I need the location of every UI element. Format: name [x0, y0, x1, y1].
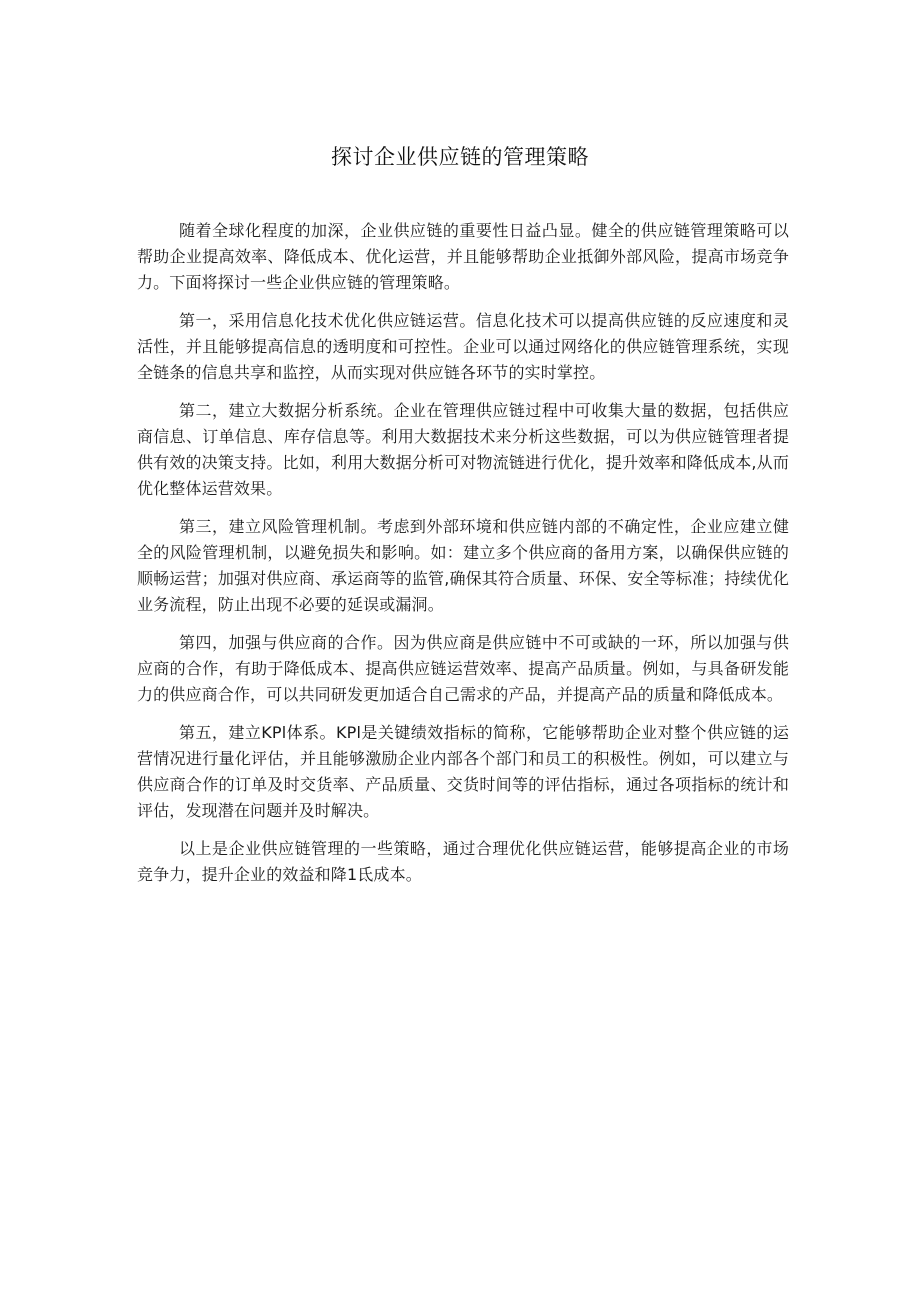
paragraph-intro: 随着全球化程度的加深，企业供应链的重要性日益凸显。健全的供应链管理策略可以帮助企业提高效率、降低成本、优化运营，并且能够帮助企业抵御外部风险，提高市场竞争力。下面将探讨一些企业供应链的管理策略。 [137, 221, 789, 292]
paragraph-strategy-1: 第一，采用信息化技术优化供应链运营。信息化技术可以提高供应链的反应速度和灵活性，并且能够提高信息的透明度和可控性。企业可以通过网络化的供应链管理系统，实现全链条的信息共享和监控，从而实现对供应链各环节的实时掌控。 [137, 311, 789, 382]
document-title: 探讨企业供应链的管理策略 [331, 145, 589, 169]
paragraph-strategy-4: 第四，加强与供应商的合作。因为供应商是供应链中不可或缺的一环，所以加强与供应商的合作，有助于降低成本、提高供应链运营效率、提高产品质量。例如，与具备研发能力的供应商合作，可以共同研发更加适合自己需求的产品，并提高产品的质量和降低成本。 [137, 633, 789, 704]
paragraph-conclusion: 以上是企业供应链管理的一些策略，通过合理优化供应链运营，能够提高企业的市场竞争力，提升企业的效益和降1氐成本。 [137, 839, 789, 884]
paragraph-strategy-5: 第五，建立KPl体系。KPl是关键绩效指标的简称，它能够帮助企业对整个供应链的运营情况进行量化评估，并且能够激励企业内部各个部门和员工的积极性。例如，可以建立与供应商合作的订单及时交货率、产品质量、交货时间等的评估指标，通过各项指标的统计和评估，发现潜在问题并及时解决。 [137, 723, 789, 820]
paragraph-strategy-3: 第三，建立风险管理机制。考虑到外部环境和供应链内部的不确定性，企业应建立健全的风险管理机制，以避免损失和影响。如：建立多个供应商的备用方案，以确保供应链的顺畅运营；加强对供应商、承运商等的监管,确保其符合质量、环保、安全等标准；持续优化业务流程，防止出现不必要的延误或漏洞。 [137, 517, 789, 614]
paragraph-strategy-2: 第二，建立大数据分析系统。企业在管理供应链过程中可收集大量的数据，包括供应商信息、订单信息、库存信息等。利用大数据技术来分析这些数据，可以为供应链管理者提供有效的决策支持。比如，利用大数据分析可对物流链进行优化，提升效率和降低成本,从而优化整体运营效果。 [137, 401, 789, 498]
document-body [137, 218, 789, 900]
